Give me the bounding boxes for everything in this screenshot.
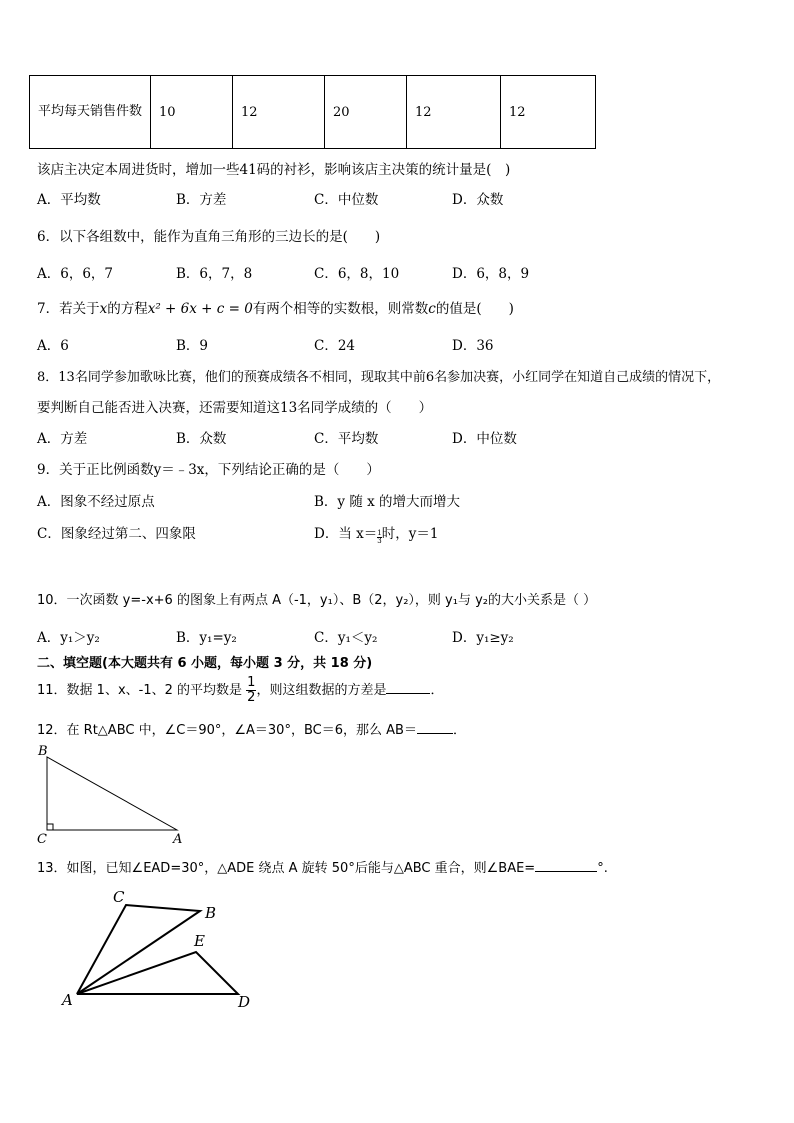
q9-option-a: A．图象不经过原点 bbox=[37, 494, 155, 510]
q8-option-c: C．平均数 bbox=[314, 431, 379, 447]
table-cell: 12 bbox=[233, 76, 325, 149]
q9-option-d-prefix: D．当 x＝ bbox=[314, 526, 378, 542]
q7-prefix: 7．若关于 bbox=[37, 301, 100, 317]
q5-option-d: D．众数 bbox=[452, 192, 504, 208]
q6-option-b: B．6，7，8 bbox=[176, 266, 253, 282]
q13-stem-text: 13．如图，已知∠EAD=30°，△ADE 绕点 A 旋转 50°后能与△ABC 重合，则∠BAE= bbox=[37, 861, 536, 876]
q6-option-a: A．6，6，7 bbox=[37, 266, 114, 282]
q12-end: ． bbox=[452, 723, 466, 738]
q6-stem: 6．以下各组数中，能作为直角三角形的三边长的是( ) bbox=[37, 229, 381, 245]
q6-option-c: C．6，8，10 bbox=[314, 266, 400, 282]
fraction-denominator: 2 bbox=[247, 690, 256, 705]
q7-mid2: 有两个相等的实数根，则常数 bbox=[252, 301, 429, 317]
fraction-numerator: 1 bbox=[247, 675, 256, 690]
q5-option-a: A．平均数 bbox=[37, 192, 101, 208]
q9-option-d-suffix: 时，y＝1 bbox=[381, 526, 439, 542]
q7-suffix: 的值是( ) bbox=[435, 301, 514, 317]
q8-option-a: A．方差 bbox=[37, 431, 88, 447]
vertex-label-a: A bbox=[62, 991, 73, 1009]
q12-stem-text: 12．在 Rt△ABC 中，∠C＝90°，∠A＝30°，BC＝6，那么 AB＝ bbox=[37, 723, 417, 738]
table-row-label: 平均每天销售件数 bbox=[30, 76, 151, 149]
triangle-ade bbox=[77, 952, 238, 994]
q10-stem: 10．一次函数 y=-x+6 的图象上有两点 A（-1，y₁）、B（2，y₂），则 y₁与 y₂的大小关系是（ ） bbox=[37, 593, 597, 608]
table-cell: 20 bbox=[325, 76, 407, 149]
q13-end: °. bbox=[597, 861, 608, 876]
q5-stem: 该店主决定本周进货时，增加一些41码的衬衫，影响该店主决策的统计量是( ) bbox=[37, 162, 511, 178]
q10-option-d: D．y₁≥y₂ bbox=[452, 630, 514, 646]
q9-stem: 9．关于正比例函数y＝﹣3x，下列结论正确的是（ ） bbox=[37, 462, 380, 478]
q7-var-c: c bbox=[428, 301, 436, 317]
q7-option-b: B．9 bbox=[176, 338, 209, 354]
q9-option-c: C．图象经过第二、四象限 bbox=[37, 526, 196, 542]
q7-option-a: A．6 bbox=[37, 338, 69, 354]
table-cell: 12 bbox=[407, 76, 501, 149]
q5-option-c: C．中位数 bbox=[314, 192, 379, 208]
q7-mid1: 的方程 bbox=[107, 301, 148, 317]
vertex-label-c: C bbox=[113, 888, 125, 906]
table-cell: 10 bbox=[151, 76, 233, 149]
q8-option-d: D．中位数 bbox=[452, 431, 517, 447]
q11-suffix: ，则这组数据的方差是 bbox=[256, 683, 387, 698]
vertex-label-c: C bbox=[37, 832, 47, 847]
vertex-label-d: D bbox=[238, 993, 251, 1011]
q5-option-b: B．方差 bbox=[176, 192, 227, 208]
q7-option-d: D．36 bbox=[452, 338, 494, 354]
fraction-numerator: 1 bbox=[377, 529, 382, 537]
q8-option-b: B．众数 bbox=[176, 431, 227, 447]
vertex-label-e: E bbox=[194, 932, 205, 950]
triangle-abc bbox=[77, 905, 200, 994]
q10-option-b: B．y₁=y₂ bbox=[176, 630, 237, 646]
section-heading-fill-in: 二、填空题(本大题共有 6 小题，每小题 3 分，共 18 分) bbox=[37, 656, 373, 671]
q10-option-a: A．y₁＞y₂ bbox=[37, 630, 100, 646]
q11-prefix: 11．数据 1、x、-1、2 的平均数是 bbox=[37, 683, 243, 698]
q7-var-x: x bbox=[99, 301, 108, 317]
vertex-label-b: B bbox=[205, 904, 217, 922]
q10-option-c: C．y₁＜y₂ bbox=[314, 630, 378, 646]
q6-option-d: D．6，8，9 bbox=[452, 266, 530, 282]
vertex-label-a: A bbox=[173, 832, 183, 847]
q8-line-1: 8．13名同学参加歌咏比赛，他们的预赛成绩各不相同，现取其中前6名参加决赛，小红同学在知道自己成绩的情况下， bbox=[37, 370, 721, 385]
fraction-denominator: 3 bbox=[377, 537, 382, 545]
q7-option-c: C．24 bbox=[314, 338, 356, 354]
q9-option-b: B．y 随 x 的增大而增大 bbox=[314, 494, 461, 510]
vertex-label-b: B bbox=[38, 744, 48, 759]
q8-line-2: 要判断自己能否进入决赛，还需要知道这13名同学成绩的（ ） bbox=[37, 400, 433, 416]
table-cell: 12 bbox=[501, 76, 596, 149]
q11-end: ． bbox=[430, 683, 444, 698]
q7-equation: x² + 6x + c = 0 bbox=[147, 301, 253, 317]
